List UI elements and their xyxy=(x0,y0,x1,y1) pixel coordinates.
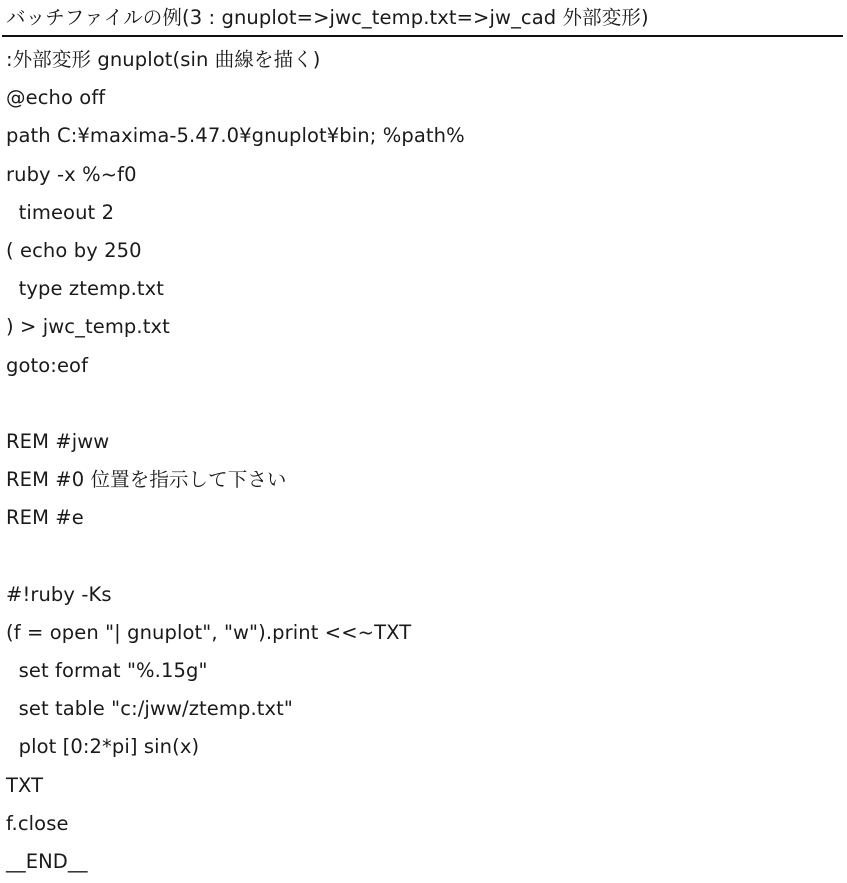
code-line-echo-by: ( echo by 250 xyxy=(6,238,142,262)
title-underline-divider xyxy=(2,35,843,37)
code-line-end-marker: __END__ xyxy=(6,849,88,873)
code-line-blank xyxy=(6,537,465,575)
code-listing xyxy=(6,41,465,881)
code-line-heredoc-end: TXT xyxy=(6,773,44,797)
code-line-goto-eof: goto:eof xyxy=(6,353,89,377)
code-line-redirect: ) > jwc_temp.txt xyxy=(6,315,170,339)
code-line-type-ztemp: type ztemp.txt xyxy=(6,277,165,301)
code-line-open-gnuplot: (f = open "| gnuplot", "w").print <<~TXT xyxy=(6,620,412,644)
code-line-echo-off: @echo off xyxy=(6,86,106,110)
code-line-ruby-exec: ruby -x %~f0 xyxy=(6,162,137,186)
code-line-f-close: f.close xyxy=(6,811,69,835)
code-line-timeout: timeout 2 xyxy=(6,200,115,224)
code-line-blank xyxy=(6,385,465,423)
code-line-plot-sin: plot [0:2*pi] sin(x) xyxy=(6,735,200,759)
code-line-set-format: set format "%.15g" xyxy=(6,659,208,682)
code-line-rem-jww: REM #jww xyxy=(6,429,110,453)
document-title: バッチファイルの例(3 : gnuplot=>jwc_temp.txt=>jw_cad 外部変形) xyxy=(6,6,649,29)
code-line-comment-header: :外部変形 gnuplot(sin 曲線を描く) xyxy=(6,48,321,71)
code-line-rem-prompt: REM #0 位置を指示して下さい xyxy=(6,468,287,492)
code-line-set-table: set table "c:/jww/ztemp.txt" xyxy=(6,697,293,721)
code-line-ruby-shebang: #!ruby -Ks xyxy=(6,582,112,606)
code-line-path: path C:¥maxima-5.47.0¥gnuplot¥bin; %path% xyxy=(6,124,465,148)
code-line-rem-end: REM #e xyxy=(6,506,84,530)
